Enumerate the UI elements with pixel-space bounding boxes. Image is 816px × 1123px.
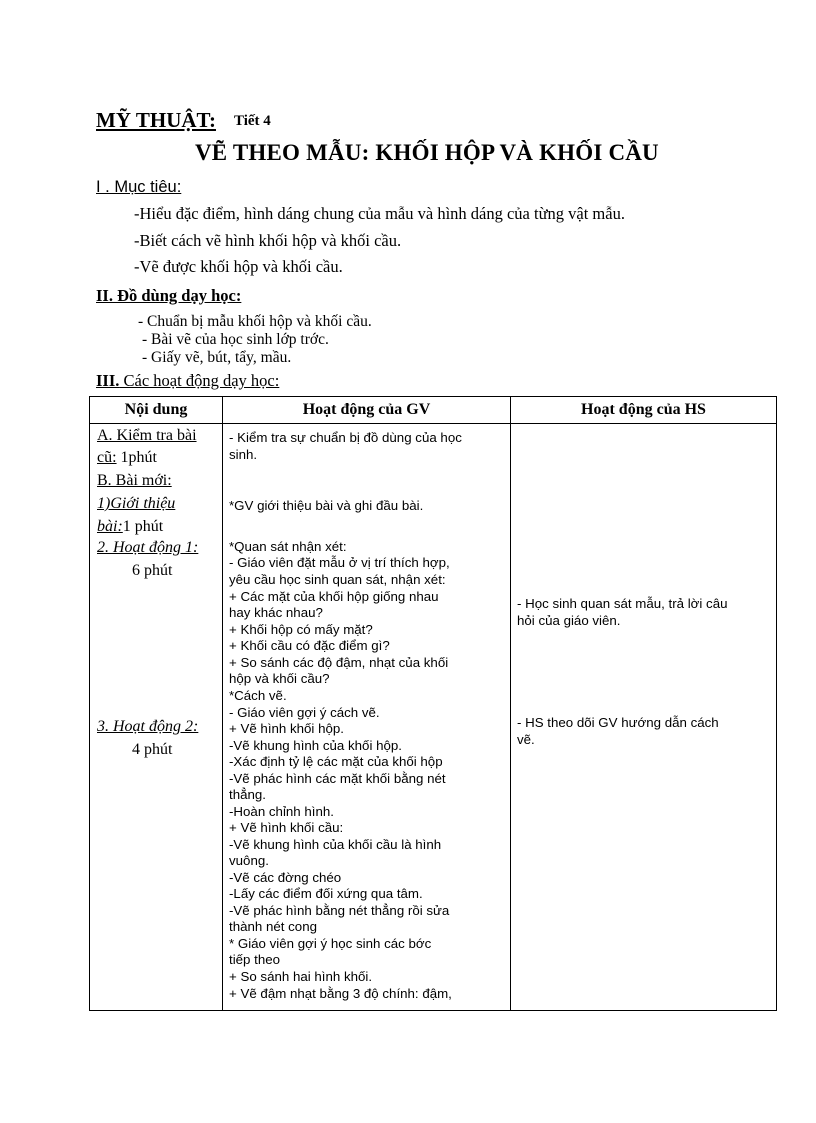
activities-heading-text: Các hoạt động dạy học: <box>119 371 280 390</box>
teacher-line: thành nét cong <box>229 919 317 934</box>
material-item: - Bài vẽ của học sinh lớp trớc. <box>142 331 329 348</box>
content-activity-1-time: 6 phút <box>132 562 173 579</box>
student-cell <box>511 424 777 1011</box>
student-line: hỏi của giáo viên. <box>517 613 621 628</box>
teacher-line: vuông. <box>229 853 269 868</box>
table-header-row <box>90 397 777 424</box>
student-line: vẽ. <box>517 732 535 747</box>
teacher-line: -Hoàn chỉnh hình. <box>229 804 334 819</box>
teacher-line: * Giáo viên gợi ý học sinh các bớc <box>229 936 432 951</box>
teacher-line: -Xác định tỷ lệ các mặt của khối hộp <box>229 754 443 769</box>
content-old-lesson-check-2: cũ: 1phút <box>97 449 157 466</box>
teacher-line: tiếp theo <box>229 952 281 967</box>
teacher-line: + Khối cầu có đặc điểm gì? <box>229 638 390 653</box>
content-old-lesson-check: A. Kiểm tra bài <box>97 427 197 444</box>
objective-item: -Hiểu đặc điểm, hình dáng chung của mẫu và hình dáng của từng vật mẫu. <box>134 204 625 223</box>
content-new-lesson: B. Bài mới: <box>97 472 172 489</box>
teacher-line: + Vẽ hình khối cầu: <box>229 820 344 835</box>
teacher-line: yêu cầu học sinh quan sát, nhận xét: <box>229 572 446 587</box>
column-header-teacher: Hoạt động của GV <box>223 397 511 424</box>
objective-item: -Vẽ được khối hộp và khối cầu. <box>134 257 343 276</box>
subject-title: MỸ THUẬT: <box>96 108 216 132</box>
teacher-cell <box>223 424 511 1011</box>
activity-table <box>89 396 777 1011</box>
objectives-heading: I . Mục tiêu: <box>96 178 182 196</box>
teacher-line: hộp và khối cầu? <box>229 671 330 686</box>
teacher-line: - Giáo viên đặt mẫu ở vị trí thích hợp, <box>229 555 450 570</box>
teacher-line: *Cách vẽ. <box>229 688 287 703</box>
materials-heading: II. Đồ dùng dạy học: <box>96 286 242 305</box>
content-introduction-time: bài:1 phút <box>97 518 164 535</box>
activities-heading-number: III. <box>96 371 120 390</box>
teacher-line: -Vẽ khung hình của khối cầu là hình <box>229 837 442 852</box>
teacher-line: -Vẽ các đờng chéo <box>229 870 342 885</box>
student-line: - Học sinh quan sát mẫu, trả lời câu <box>517 596 728 611</box>
teacher-line: *Quan sát nhận xét: <box>229 539 347 554</box>
teacher-line: -Vẽ phác hình các mặt khối bằng nét <box>229 771 446 786</box>
column-header-content: Nội dung <box>90 397 223 424</box>
teacher-line: sinh. <box>229 447 258 462</box>
lesson-number: Tiết 4 <box>234 113 271 129</box>
teacher-line: -Lấy các điểm đối xứng qua tâm. <box>229 886 423 901</box>
teacher-line: + Vẽ đậm nhạt bằng 3 độ chính: đậm, <box>229 986 452 1001</box>
table-row <box>90 424 777 1011</box>
lesson-title: VẼ THEO MẪU: KHỐI HỘP VÀ KHỐI CẦU <box>195 140 659 165</box>
teacher-line: -Vẽ khung hình của khối hộp. <box>229 738 402 753</box>
teacher-line: - Giáo viên gợi ý cách vẽ. <box>229 705 380 720</box>
material-item: - Chuẩn bị mẫu khối hộp và khối cầu. <box>138 313 372 330</box>
activities-heading <box>96 371 279 391</box>
teacher-line: + Khối hộp có mấy mặt? <box>229 622 373 637</box>
teacher-line: -Vẽ phác hình bằng nét thẳng rồi sửa <box>229 903 450 918</box>
teacher-line: hay khác nhau? <box>229 605 323 620</box>
objective-item: -Biết cách vẽ hình khối hộp và khối cầu. <box>134 231 402 250</box>
column-header-student: Hoạt động của HS <box>511 397 777 424</box>
teacher-line: + Vẽ hình khối hộp. <box>229 721 344 736</box>
content-activity-2-time: 4 phút <box>132 741 173 758</box>
content-cell <box>90 424 223 1011</box>
student-line: - HS theo dõi GV hướng dẫn cách <box>517 715 719 730</box>
teacher-line: + So sánh hai hình khối. <box>229 969 373 984</box>
teacher-line: + So sánh các độ đậm, nhạt của khối <box>229 655 449 670</box>
teacher-line: thẳng. <box>229 787 266 802</box>
teacher-line: *GV giới thiệu bài và ghi đầu bài. <box>229 498 424 513</box>
content-activity-2: 3. Hoạt động 2: <box>97 718 199 735</box>
teacher-line: - Kiểm tra sự chuẩn bị đồ dùng của học <box>229 430 462 445</box>
material-item: - Giấy vẽ, bút, tẩy, mầu. <box>142 349 292 366</box>
content-activity-1: 2. Hoạt động 1: <box>97 539 199 556</box>
content-introduction: 1)Giới thiệu <box>97 495 176 512</box>
teacher-line: + Các mặt của khối hộp giống nhau <box>229 589 439 604</box>
